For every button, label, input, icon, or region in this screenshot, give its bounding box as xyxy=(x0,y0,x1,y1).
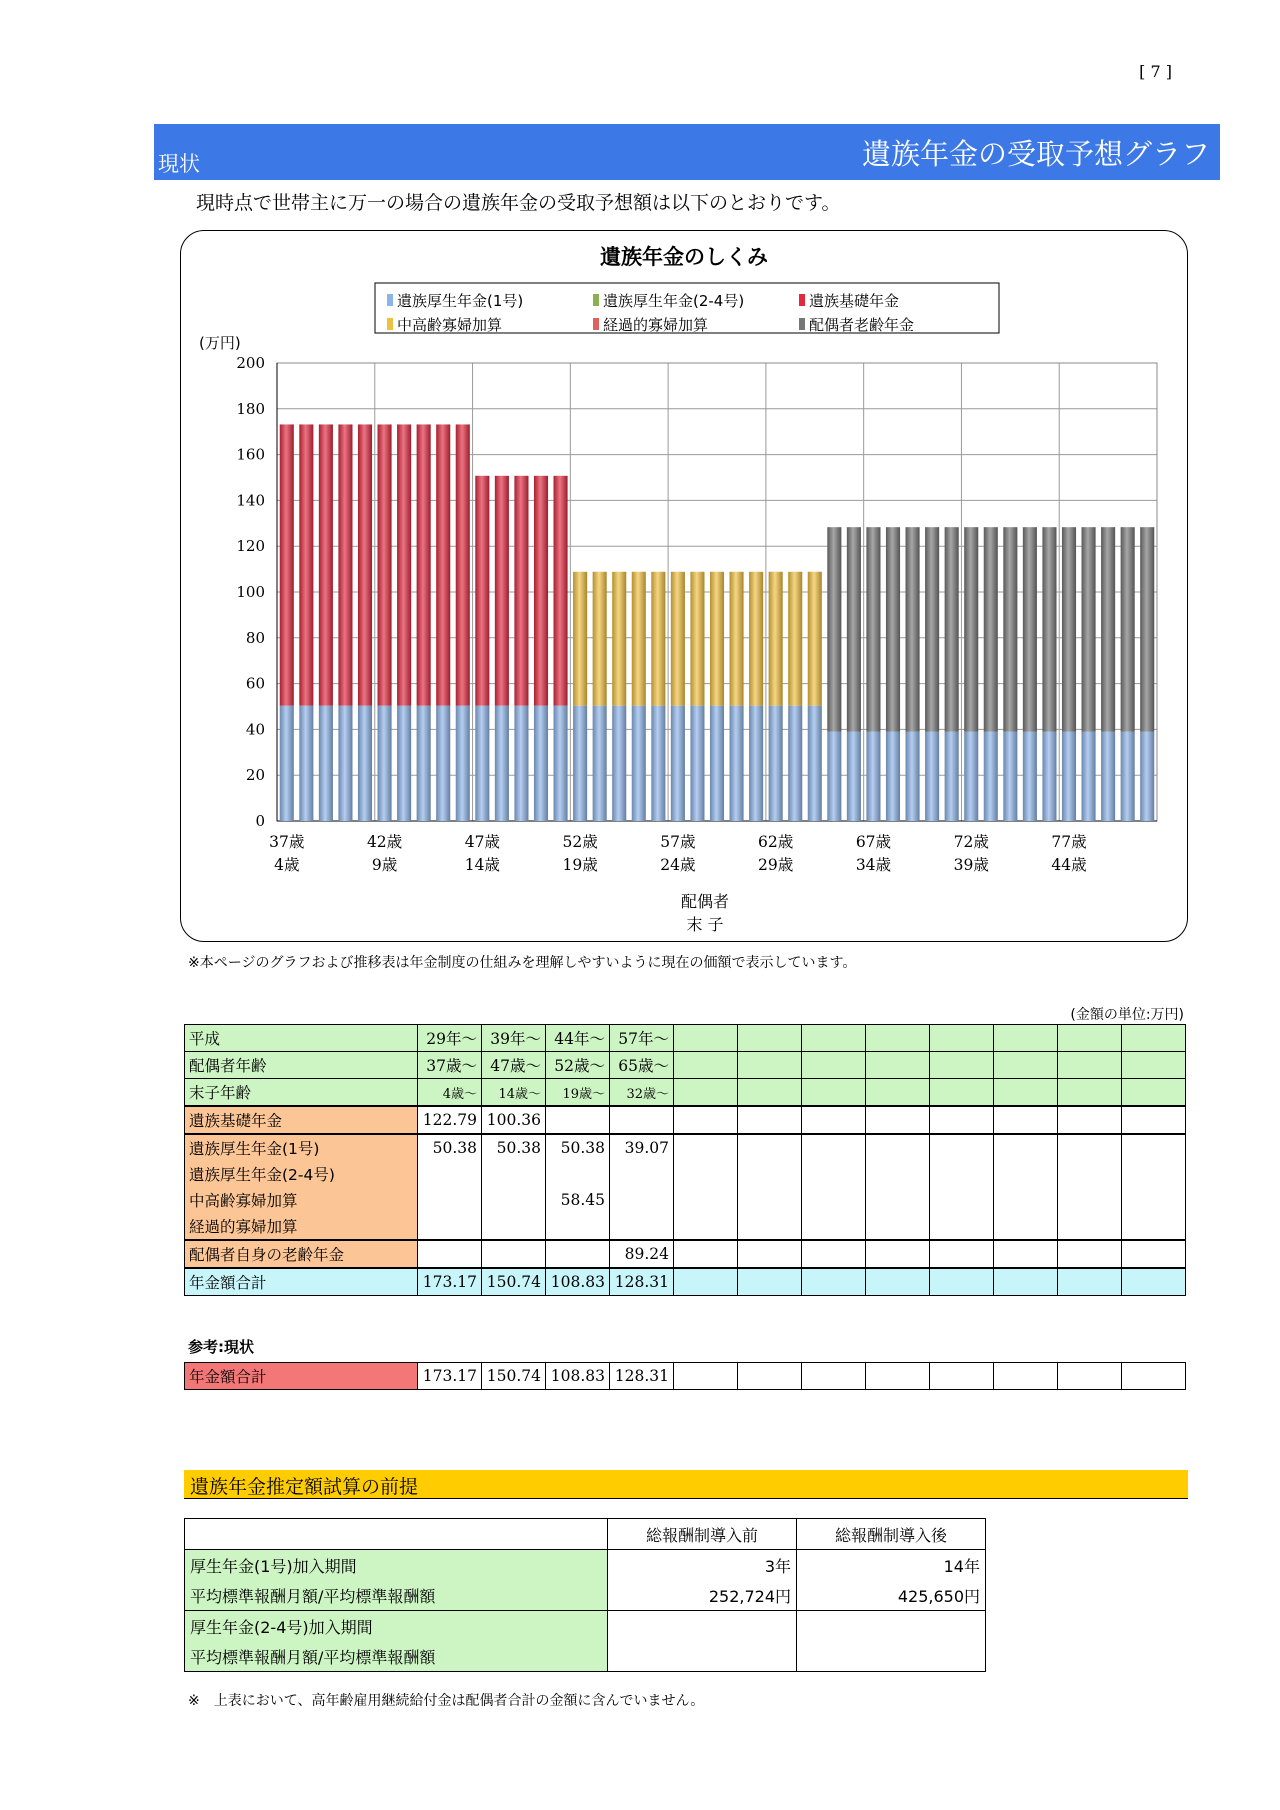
bar-segment xyxy=(1023,527,1037,731)
x-tick-label: 19歳 xyxy=(562,856,598,874)
transition-table xyxy=(184,1024,1186,1296)
legend-entry: 経過的寡婦加算 xyxy=(603,316,709,334)
bar-segment xyxy=(338,424,352,705)
bar-segment xyxy=(808,572,822,706)
bar-segment xyxy=(573,706,587,821)
bar-segment xyxy=(808,706,822,821)
bar-segment xyxy=(671,706,685,821)
table-row xyxy=(185,1240,1186,1268)
bar-segment xyxy=(1062,527,1076,731)
premise-cell xyxy=(608,1641,797,1672)
table-cell: 57年～ xyxy=(610,1025,674,1052)
y-tick-label: 80 xyxy=(245,628,265,647)
x-tick-label: 72歳 xyxy=(953,833,989,851)
reference-table xyxy=(184,1362,1186,1390)
table-cell: 37歳～ xyxy=(418,1052,482,1079)
bar-segment xyxy=(1101,732,1115,821)
table-cell: 108.83 xyxy=(546,1363,610,1390)
y-tick-label: 200 xyxy=(236,354,265,372)
legend-entry: 遺族厚生年金(2-4号) xyxy=(603,292,745,310)
table-cell: 19歳～ xyxy=(546,1079,610,1107)
table-cell: 44年～ xyxy=(546,1025,610,1052)
table-cell xyxy=(610,1213,674,1240)
row-label: 末子年齢 xyxy=(185,1079,418,1107)
bar-segment xyxy=(397,706,411,821)
bar-segment xyxy=(378,424,392,705)
table-cell: 108.83 xyxy=(546,1268,610,1296)
table-row xyxy=(185,1363,1186,1390)
table-row xyxy=(185,1187,1186,1213)
table-cell xyxy=(482,1161,546,1187)
bar-segment xyxy=(1082,527,1096,731)
bar-segment xyxy=(769,572,783,706)
bar-segment xyxy=(710,706,724,821)
x-tick-label: 37歳 xyxy=(269,833,305,851)
bar-segment xyxy=(984,732,998,821)
pension-chart xyxy=(181,231,1187,941)
bar-segment xyxy=(886,527,900,731)
bar-segment xyxy=(730,572,744,706)
bar-segment xyxy=(1003,527,1017,731)
premise-row-label: 平均標準報酬月額/平均標準報酬額 xyxy=(185,1641,608,1672)
premise-header: 総報酬制導入後 xyxy=(797,1519,986,1550)
bar-segment xyxy=(710,572,724,706)
table-cell xyxy=(546,1240,610,1268)
premise-row-label: 厚生年金(2-4号)加入期間 xyxy=(185,1611,608,1642)
table-row xyxy=(185,1268,1186,1296)
bar-segment xyxy=(475,476,489,706)
premise-cell xyxy=(797,1641,986,1672)
bar-segment xyxy=(1101,527,1115,731)
bar-segment xyxy=(847,527,861,731)
x-tick-label: 4歳 xyxy=(274,856,300,874)
reference-label: 参考:現状 xyxy=(188,1338,254,1356)
legend-swatch xyxy=(593,294,599,306)
bottom-note: ※ 上表において、高年齢雇用継続給付金は配偶者合計の金額に含んでいません。 xyxy=(188,1693,705,1709)
bar-segment xyxy=(593,572,607,706)
bar-segment xyxy=(593,706,607,821)
bar-segment xyxy=(338,706,352,821)
bar-segment xyxy=(554,706,568,821)
table-row xyxy=(185,1641,986,1672)
premise-section-bar xyxy=(184,1470,1188,1499)
x-tick-label: 9歳 xyxy=(371,856,398,874)
x-tick-label: 52歳 xyxy=(562,833,598,851)
row-label: 遺族厚生年金(2-4号) xyxy=(185,1161,418,1187)
table-cell xyxy=(482,1240,546,1268)
bar-segment xyxy=(984,527,998,731)
bar-segment xyxy=(827,732,841,821)
bar-segment xyxy=(319,424,333,705)
bar-segment xyxy=(299,706,313,821)
header-status-label: 現状 xyxy=(158,152,200,176)
x-tick-label: 24歳 xyxy=(660,856,696,874)
bar-segment xyxy=(690,706,704,821)
bar-segment xyxy=(456,424,470,705)
header-bar xyxy=(154,124,1220,180)
bar-segment xyxy=(1062,732,1076,821)
row-label: 年金額合計 xyxy=(185,1268,418,1296)
premise-title: 遺族年金推定額試算の前提 xyxy=(190,1476,419,1498)
premise-header: 総報酬制導入前 xyxy=(608,1519,797,1550)
x-tick-label: 44歳 xyxy=(1051,856,1087,874)
x-tick-label: 67歳 xyxy=(855,833,892,851)
table-row xyxy=(185,1025,1186,1052)
bar-segment xyxy=(651,706,665,821)
bar-segment xyxy=(1121,732,1135,821)
premise-cell xyxy=(608,1611,797,1642)
row-label: 配偶者自身の老齢年金 xyxy=(185,1240,418,1268)
legend-entry: 遺族基礎年金 xyxy=(809,292,900,310)
chart-title: 遺族年金のしくみ xyxy=(600,245,768,269)
bar-segment xyxy=(573,572,587,706)
bar-segment xyxy=(925,527,939,731)
table-cell xyxy=(610,1106,674,1134)
x-axis-label-spouse: 配偶者 xyxy=(680,892,730,911)
table-cell: 65歳～ xyxy=(610,1052,674,1079)
row-label: 平成 xyxy=(185,1025,418,1052)
bar-segment xyxy=(690,572,704,706)
y-axis-label: (万円) xyxy=(199,334,241,352)
table-cell: 150.74 xyxy=(482,1363,546,1390)
table-cell xyxy=(482,1187,546,1213)
table-cell xyxy=(418,1187,482,1213)
table-row xyxy=(185,1550,986,1581)
bar-segment xyxy=(554,476,568,706)
table-cell xyxy=(610,1161,674,1187)
bar-segment xyxy=(827,527,841,731)
table-cell: 32歳～ xyxy=(610,1079,674,1107)
bar-segment xyxy=(299,424,313,705)
table-row xyxy=(185,1611,986,1642)
bar-segment xyxy=(730,706,744,821)
table-cell: 122.79 xyxy=(418,1106,482,1134)
bar-segment xyxy=(436,706,450,821)
bar-segment xyxy=(1082,732,1096,821)
bar-segment xyxy=(906,527,920,731)
y-tick-label: 0 xyxy=(255,812,265,830)
bar-segment xyxy=(534,706,548,821)
table-cell: 14歳～ xyxy=(482,1079,546,1107)
bar-segment xyxy=(847,732,861,821)
table-cell: 58.45 xyxy=(546,1187,610,1213)
x-tick-label: 77歳 xyxy=(1051,833,1087,851)
bar-segment xyxy=(866,527,880,731)
bar-segment xyxy=(319,706,333,821)
bar-segment xyxy=(1042,527,1056,731)
table-cell xyxy=(418,1161,482,1187)
bar-segment xyxy=(671,572,685,706)
table-cell xyxy=(546,1213,610,1240)
bar-segment xyxy=(280,424,294,705)
bar-segment xyxy=(788,706,802,821)
premise-cell: 252,724円 xyxy=(608,1580,797,1611)
table-cell: 89.24 xyxy=(610,1240,674,1268)
table-cell: 4歳～ xyxy=(418,1079,482,1107)
bar-segment xyxy=(866,732,880,821)
x-tick-label: 34歳 xyxy=(855,856,892,874)
bar-segment xyxy=(358,706,372,821)
row-label: 遺族厚生年金(1号) xyxy=(185,1134,418,1161)
bar-segment xyxy=(514,476,528,706)
unit-note: (金額の単位:万円) xyxy=(1070,1007,1184,1023)
bar-segment xyxy=(945,732,959,821)
bar-segment xyxy=(397,424,411,705)
premise-row-label: 平均標準報酬月額/平均標準報酬額 xyxy=(185,1580,608,1611)
bar-segment xyxy=(417,424,431,705)
bar-segment xyxy=(495,476,509,706)
bar-segment xyxy=(1003,732,1017,821)
chart-container xyxy=(180,230,1188,942)
premise-cell: 14年 xyxy=(797,1550,986,1581)
intro-text: 現時点で世帯主に万一の場合の遺族年金の受取予想額は以下のとおりです。 xyxy=(196,192,841,214)
bar-segment xyxy=(1140,527,1154,731)
table-cell: 173.17 xyxy=(418,1363,482,1390)
bar-segment xyxy=(417,706,431,821)
bar-segment xyxy=(1121,527,1135,731)
y-tick-label: 40 xyxy=(245,720,265,739)
bar-segment xyxy=(280,706,294,821)
y-tick-label: 20 xyxy=(245,766,265,785)
bar-segment xyxy=(925,732,939,821)
table-cell: 52歳～ xyxy=(546,1052,610,1079)
premise-cell xyxy=(797,1611,986,1642)
row-label: 遺族基礎年金 xyxy=(185,1106,418,1134)
table-cell: 50.38 xyxy=(482,1134,546,1161)
x-tick-label: 42歳 xyxy=(366,833,403,851)
table-row xyxy=(185,1079,1186,1107)
bar-segment xyxy=(1042,732,1056,821)
page-number: [ 7 ] xyxy=(1139,62,1172,81)
y-tick-labels xyxy=(236,354,265,830)
x-tick-label: 39歳 xyxy=(953,856,989,874)
bar-segment xyxy=(788,572,802,706)
table-cell: 173.17 xyxy=(418,1268,482,1296)
table-cell xyxy=(610,1187,674,1213)
table-row xyxy=(185,1052,1186,1079)
header-title: 遺族年金の受取予想グラフ xyxy=(861,137,1210,171)
table-cell: 50.38 xyxy=(418,1134,482,1161)
premise-row-label: 厚生年金(1号)加入期間 xyxy=(185,1550,608,1581)
table-cell xyxy=(546,1161,610,1187)
bar-segment xyxy=(632,572,646,706)
x-axis-label-child: 末 子 xyxy=(686,915,724,934)
table-cell xyxy=(482,1213,546,1240)
legend-swatch xyxy=(593,318,599,330)
legend-swatch xyxy=(799,318,805,330)
table-row xyxy=(185,1161,1186,1187)
table-row xyxy=(185,1134,1186,1161)
row-label: 中高齢寡婦加算 xyxy=(185,1187,418,1213)
bar-segment xyxy=(651,572,665,706)
bar-segment xyxy=(612,706,626,821)
bar-segment xyxy=(749,706,763,821)
legend-swatch xyxy=(387,318,393,330)
bar-segment xyxy=(358,424,372,705)
bar-segment xyxy=(906,732,920,821)
bar-segment xyxy=(612,572,626,706)
bar-segment xyxy=(436,424,450,705)
bar-segment xyxy=(769,706,783,821)
chart-footnote: ※本ページのグラフおよび推移表は年金制度の仕組みを理解しやすいように現在の価額で表示しています。 xyxy=(188,955,857,971)
premise-table xyxy=(184,1518,986,1672)
table-cell: 128.31 xyxy=(610,1363,674,1390)
bar-segment xyxy=(514,706,528,821)
x-tick-label: 57歳 xyxy=(660,833,696,851)
table-cell xyxy=(418,1240,482,1268)
legend-swatch xyxy=(799,294,805,306)
legend-entry: 中高齢寡婦加算 xyxy=(397,316,503,334)
premise-cell: 425,650円 xyxy=(797,1580,986,1611)
y-tick-label: 140 xyxy=(236,491,265,510)
table-cell: 150.74 xyxy=(482,1268,546,1296)
bar-segment xyxy=(632,706,646,821)
table-cell: 47歳～ xyxy=(482,1052,546,1079)
table-cell: 39.07 xyxy=(610,1134,674,1161)
bar-segment xyxy=(534,476,548,706)
row-label: 経過的寡婦加算 xyxy=(185,1213,418,1240)
table-cell xyxy=(546,1106,610,1134)
table-row xyxy=(185,1519,986,1550)
legend-entry: 配偶者老齢年金 xyxy=(809,316,915,334)
bar-segment xyxy=(886,732,900,821)
bar-segment xyxy=(1140,732,1154,821)
table-cell: 39年～ xyxy=(482,1025,546,1052)
bar-segment xyxy=(475,706,489,821)
x-tick-label: 47歳 xyxy=(464,833,500,851)
table-cell: 29年～ xyxy=(418,1025,482,1052)
row-label: 配偶者年齢 xyxy=(185,1052,418,1079)
x-tick-label: 62歳 xyxy=(758,833,794,851)
table-cell: 50.38 xyxy=(546,1134,610,1161)
y-tick-label: 60 xyxy=(245,674,265,693)
bar-segment xyxy=(945,527,959,731)
table-row xyxy=(185,1580,986,1611)
y-tick-label: 120 xyxy=(236,537,265,556)
row-label: 年金額合計 xyxy=(185,1363,418,1390)
x-tick-labels xyxy=(269,833,1086,874)
legend-swatch xyxy=(387,294,393,306)
x-tick-label: 29歳 xyxy=(758,856,794,874)
bar-segment xyxy=(964,527,978,731)
bar-segment xyxy=(495,706,509,821)
table-cell: 100.36 xyxy=(482,1106,546,1134)
y-tick-label: 180 xyxy=(236,399,265,418)
bar-segment xyxy=(456,706,470,821)
bar-segment xyxy=(964,732,978,821)
legend-entry: 遺族厚生年金(1号) xyxy=(397,292,524,310)
y-tick-label: 100 xyxy=(236,583,265,601)
bar-segment xyxy=(378,706,392,821)
bar-segment xyxy=(1023,732,1037,821)
table-row xyxy=(185,1106,1186,1134)
table-cell: 128.31 xyxy=(610,1268,674,1296)
bar-segment xyxy=(749,572,763,706)
table-cell xyxy=(418,1213,482,1240)
premise-cell: 3年 xyxy=(608,1550,797,1581)
table-row xyxy=(185,1213,1186,1240)
x-tick-label: 14歳 xyxy=(464,856,500,874)
y-tick-label: 160 xyxy=(236,445,265,464)
